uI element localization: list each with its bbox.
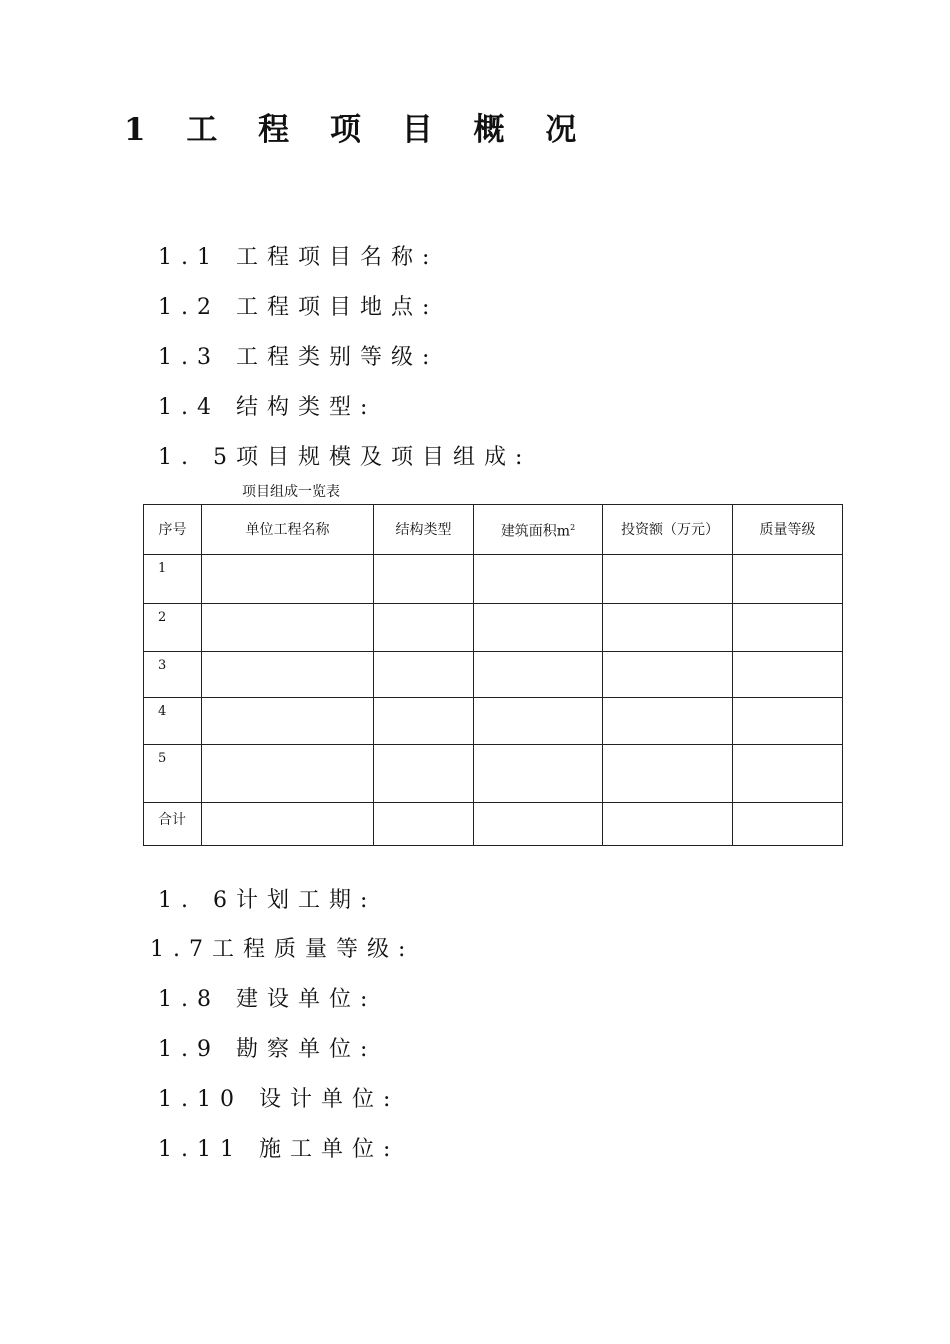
row-total-label: 合计	[144, 803, 202, 846]
header-building-area: 建筑面积$m^2$	[474, 505, 603, 555]
table-caption: 项目组成一览表	[242, 484, 340, 500]
item-project-name: 1.1 工程项目名称:	[158, 245, 439, 270]
item-construction-unit: 1.8 建设单位:	[158, 987, 377, 1012]
table-row	[144, 652, 843, 698]
table-total-row	[144, 803, 843, 846]
item-structure-type: 1.4 结构类型:	[158, 395, 377, 420]
row-serial: 5	[144, 745, 202, 803]
table-row	[144, 698, 843, 745]
item-project-scale: 1. 5项目规模及项目组成:	[158, 445, 532, 470]
table-header-row	[144, 505, 843, 555]
page-title: 1 工 程 项 目 概 况	[124, 112, 592, 148]
header-serial: 序号	[144, 505, 202, 555]
header-unit-name: 单位工程名称	[202, 505, 374, 555]
table-row	[144, 555, 843, 604]
row-serial: 3	[144, 652, 202, 698]
table-row	[144, 604, 843, 652]
header-structure-type: 结构类型	[374, 505, 474, 555]
item-quality-grade: 1.7工程质量等级:	[150, 937, 415, 962]
item-project-location: 1.2 工程项目地点:	[158, 295, 439, 320]
item-contractor-unit: 1.11 施工单位:	[158, 1137, 400, 1162]
table-row	[144, 745, 843, 803]
row-serial: 1	[144, 555, 202, 604]
item-survey-unit: 1.9 勘察单位:	[158, 1037, 377, 1062]
row-serial: 2	[144, 604, 202, 652]
header-quality-grade: 质量等级	[733, 505, 843, 555]
item-project-category: 1.3 工程类别等级:	[158, 345, 439, 370]
item-planned-duration: 1. 6计划工期:	[158, 888, 377, 913]
header-investment: 投资额（万元）	[603, 505, 733, 555]
project-composition-table	[143, 504, 843, 846]
item-design-unit: 1.10 设计单位:	[158, 1087, 400, 1112]
row-serial: 4	[144, 698, 202, 745]
